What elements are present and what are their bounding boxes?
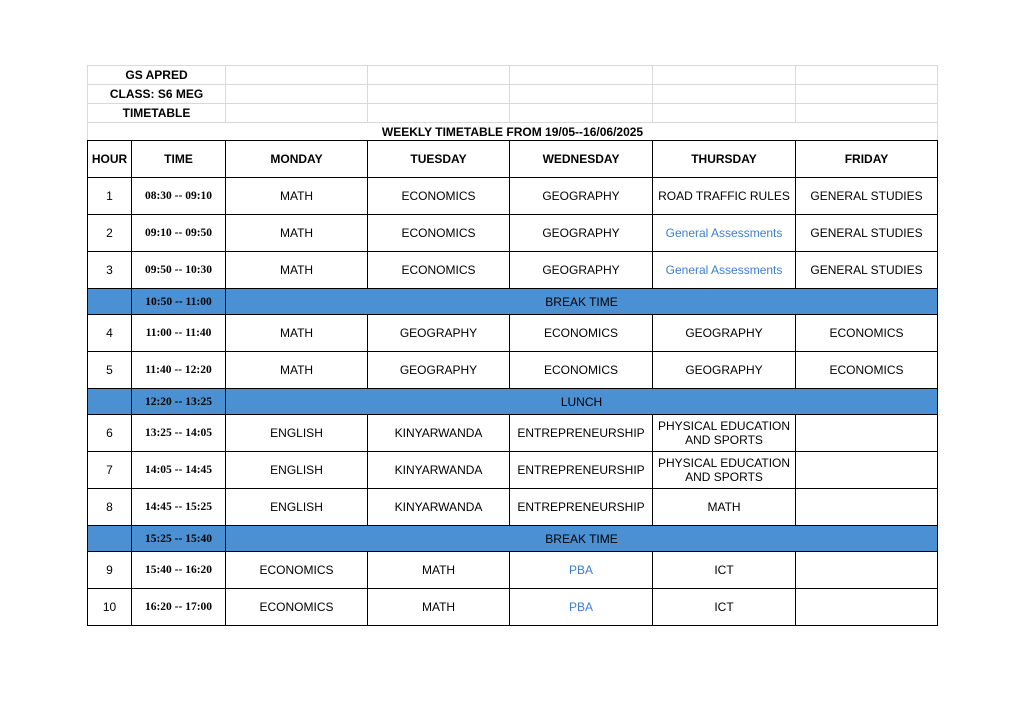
doc-label: TIMETABLE [88, 104, 226, 123]
subject-cell: ECONOMICS [226, 589, 368, 626]
title-row [88, 123, 938, 141]
subject-cell: MATH [226, 252, 368, 289]
subject-cell: GEOGRAPHY [368, 315, 510, 352]
hour-cell: 6 [88, 415, 132, 452]
time-cell: 16:20 -- 17:00 [132, 589, 226, 626]
subject-cell: ICT [653, 589, 796, 626]
subject-cell: MATH [226, 178, 368, 215]
break-row [88, 526, 938, 552]
hour-cell: 1 [88, 178, 132, 215]
hour-cell: 5 [88, 352, 132, 389]
subject-cell: ENTREPRENEURSHIP [510, 415, 653, 452]
subject-cell: ENGLISH [226, 415, 368, 452]
assessment-link[interactable]: General Assessments [653, 215, 796, 252]
subject-cell: ECONOMICS [368, 252, 510, 289]
break-label: BREAK TIME [226, 289, 938, 315]
subject-cell: KINYARWANDA [368, 415, 510, 452]
subject-cell: ICT [653, 552, 796, 589]
subject-cell: ENGLISH [226, 452, 368, 489]
subject-cell: GEOGRAPHY [653, 352, 796, 389]
subject-cell: ECONOMICS [368, 215, 510, 252]
break-label: BREAK TIME [226, 526, 938, 552]
time-cell: 11:00 -- 11:40 [132, 315, 226, 352]
time-cell: 08:30 -- 09:10 [132, 178, 226, 215]
subject-cell: ECONOMICS [510, 315, 653, 352]
subject-cell [796, 415, 938, 452]
subject-cell: ECONOMICS [796, 352, 938, 389]
subject-cell: ROAD TRAFFIC RULES [653, 178, 796, 215]
subject-cell [796, 552, 938, 589]
hour-cell: 10 [88, 589, 132, 626]
subject-cell: MATH [653, 489, 796, 526]
break-row [88, 289, 938, 315]
subject-cell: MATH [368, 552, 510, 589]
subject-cell: GEOGRAPHY [653, 315, 796, 352]
header-row-class [88, 85, 938, 104]
column-header: MONDAY [226, 141, 368, 178]
time-cell: 10:50 -- 11:00 [132, 289, 226, 315]
column-header: TIME [132, 141, 226, 178]
column-header: HOUR [88, 141, 132, 178]
table-row [88, 178, 938, 215]
subject-cell: PHYSICAL EDUCATION AND SPORTS [653, 452, 796, 489]
table-row [88, 552, 938, 589]
time-cell: 14:05 -- 14:45 [132, 452, 226, 489]
class-label: CLASS: S6 MEG [88, 85, 226, 104]
hour-cell: 8 [88, 489, 132, 526]
subject-cell: ECONOMICS [226, 552, 368, 589]
subject-cell: ECONOMICS [796, 315, 938, 352]
subject-cell: KINYARWANDA [368, 489, 510, 526]
subject-cell: MATH [226, 352, 368, 389]
table-row [88, 489, 938, 526]
subject-cell [796, 589, 938, 626]
subject-cell: ENGLISH [226, 489, 368, 526]
column-header: THURSDAY [653, 141, 796, 178]
school-name: GS APRED [88, 66, 226, 85]
hour-cell: 3 [88, 252, 132, 289]
lunch-label: LUNCH [226, 389, 938, 415]
table-row [88, 415, 938, 452]
subject-cell: ECONOMICS [510, 352, 653, 389]
time-cell: 15:40 -- 16:20 [132, 552, 226, 589]
subject-cell: KINYARWANDA [368, 452, 510, 489]
subject-cell: GENERAL STUDIES [796, 178, 938, 215]
table-row [88, 589, 938, 626]
subject-cell: GENERAL STUDIES [796, 252, 938, 289]
time-cell: 11:40 -- 12:20 [132, 352, 226, 389]
subject-cell: MATH [226, 215, 368, 252]
table-row [88, 215, 938, 252]
hour-cell: 4 [88, 315, 132, 352]
header-row-school [88, 66, 938, 85]
column-header: TUESDAY [368, 141, 510, 178]
subject-cell: MATH [226, 315, 368, 352]
table-row [88, 352, 938, 389]
hour-cell: 9 [88, 552, 132, 589]
page-title: WEEKLY TIMETABLE FROM 19/05--16/06/2025 [88, 123, 938, 141]
time-cell: 13:25 -- 14:05 [132, 415, 226, 452]
pba-link[interactable]: PBA [510, 589, 653, 626]
time-cell: 09:10 -- 09:50 [132, 215, 226, 252]
subject-cell: GEOGRAPHY [510, 215, 653, 252]
subject-cell: GEOGRAPHY [510, 252, 653, 289]
column-header: WEDNESDAY [510, 141, 653, 178]
time-cell: 14:45 -- 15:25 [132, 489, 226, 526]
table-row [88, 315, 938, 352]
time-cell: 15:25 -- 15:40 [132, 526, 226, 552]
subject-cell: GENERAL STUDIES [796, 215, 938, 252]
subject-cell: ENTREPRENEURSHIP [510, 452, 653, 489]
table-row [88, 452, 938, 489]
subject-cell: GEOGRAPHY [510, 178, 653, 215]
subject-cell: ENTREPRENEURSHIP [510, 489, 653, 526]
table-row [88, 252, 938, 289]
timetable [87, 65, 938, 626]
subject-cell: MATH [368, 589, 510, 626]
pba-link[interactable]: PBA [510, 552, 653, 589]
time-cell: 12:20 -- 13:25 [132, 389, 226, 415]
lunch-row [88, 389, 938, 415]
hour-cell: 2 [88, 215, 132, 252]
subject-cell [796, 489, 938, 526]
subject-cell: ECONOMICS [368, 178, 510, 215]
subject-cell: PHYSICAL EDUCATION AND SPORTS [653, 415, 796, 452]
column-header: FRIDAY [796, 141, 938, 178]
time-cell: 09:50 -- 10:30 [132, 252, 226, 289]
hour-cell: 7 [88, 452, 132, 489]
header-row-timetable [88, 104, 938, 123]
subject-cell [796, 452, 938, 489]
subject-cell: GEOGRAPHY [368, 352, 510, 389]
assessment-link[interactable]: General Assessments [653, 252, 796, 289]
column-header-row [88, 141, 938, 178]
